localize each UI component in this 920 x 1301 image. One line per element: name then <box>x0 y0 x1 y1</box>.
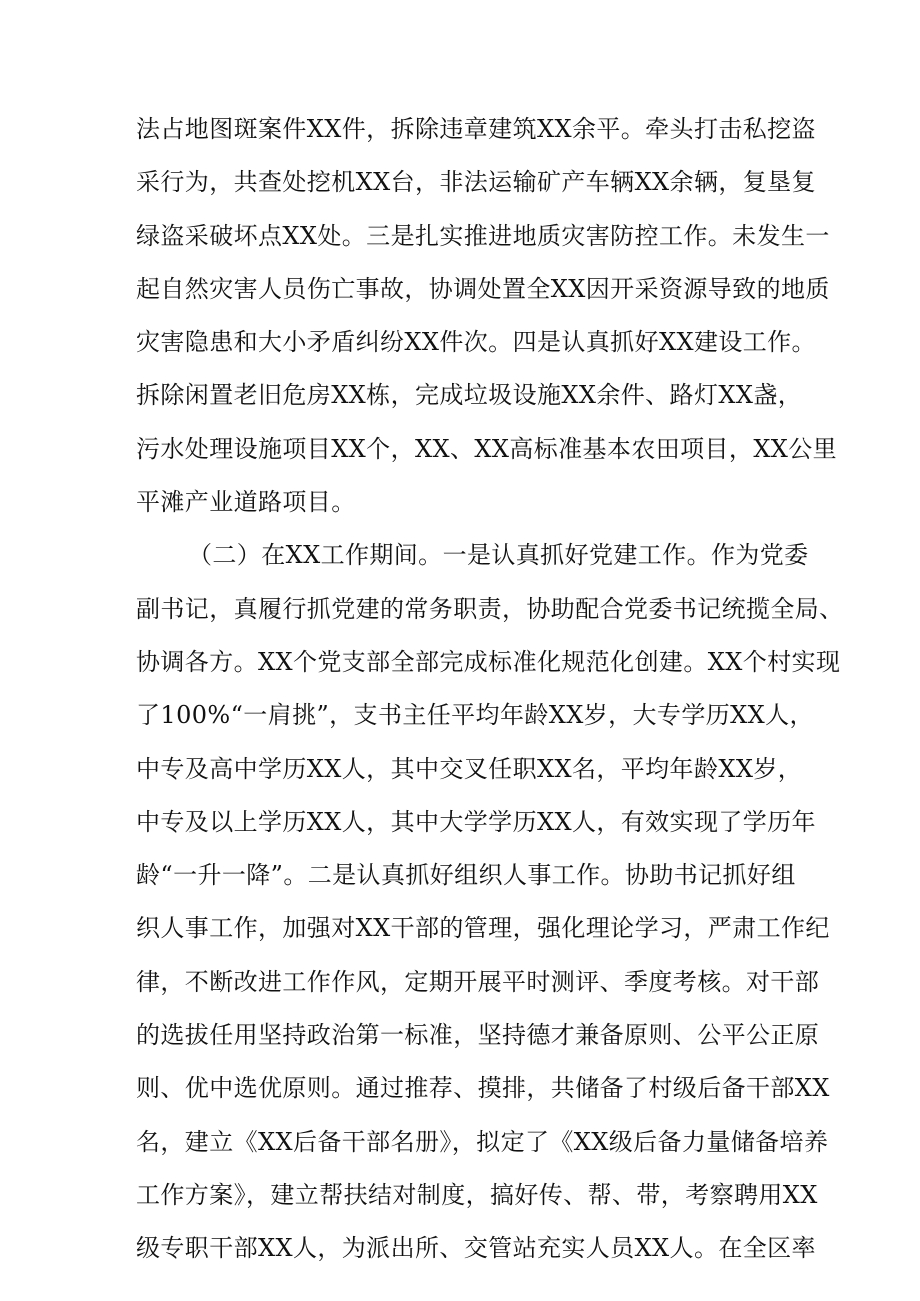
text-line: 级专职干部XX人，为派出所、交管站充实人员XX人。在全区率 <box>136 1234 816 1263</box>
text-line: 中专及高中学历XX人，其中交叉任职XX名，平均年龄XX岁， <box>136 754 803 783</box>
text-line: 则、优中选优原则。通过推荐、摸排，共储备了村级后备干部XX <box>136 1074 830 1103</box>
text-line: 平滩产业道路项目。 <box>136 488 356 517</box>
section-heading-line: （二）在XX工作期间。一是认真抓好党建工作。作为党委 <box>188 541 809 570</box>
text-line: 拆除闲置老旧危房XX栋，完成垃圾设施XX余件、路灯XX盏， <box>136 381 803 410</box>
text-line: 副书记，真履行抓党建的常务职责，协助配合党委书记统揽全局、 <box>136 594 844 623</box>
text-line: 法占地图斑案件XX件，拆除违章建筑XX余平。牵头打击私挖盗 <box>136 115 816 143</box>
document-body <box>136 103 844 1276</box>
text-line: 织人事工作，加强对XX干部的管理，强化理论学习，严肃工作纪 <box>136 914 830 943</box>
text-line: 律，不断改进工作作风，定期开展平时测评、季度考核。对干部 <box>136 967 820 996</box>
text-line: 中专及以上学历XX人，其中大学学历XX人，有效实现了学历年 <box>136 807 816 836</box>
text-line: 起自然灾害人员伤亡事故，协调处置全XX因开采资源导致的地质 <box>136 274 830 303</box>
text-line: 龄“一升一降”。二是认真抓好组织人事工作。协助书记抓好组 <box>136 861 796 890</box>
text-line: 污水处理设施项目XX个，XX、XX高标准基本农田项目，XX公里 <box>136 434 838 463</box>
text-line: 的选拔任用坚持政治第一标准，坚持德才兼备原则、公平公正原 <box>136 1021 820 1050</box>
text-line: 名，建立《XX后备干部名册》，拟定了《XX级后备力量储备培养 <box>136 1127 829 1156</box>
text-line: 了100%“一肩挑”，支书主任平均年龄XX岁，大专学历XX人， <box>136 701 814 730</box>
text-line: 协调各方。XX个党支部全部完成标准化规范化创建。XX个村实现 <box>136 647 841 676</box>
text-line: 绿盗采破坏点XX处。三是扎实推进地质灾害防控工作。未发生一 <box>136 221 830 250</box>
text-line: 工作方案》，建立帮扶结对制度，搞好传、帮、带，考察聘用XX <box>136 1180 818 1209</box>
text-line: 采行为，共查处挖机XX台，非法运输矿产车辆XX余辆，复垦复 <box>136 168 816 197</box>
text-line: 灾害隐患和大小矛盾纠纷XX件次。四是认真抓好XX建设工作。 <box>136 328 816 357</box>
